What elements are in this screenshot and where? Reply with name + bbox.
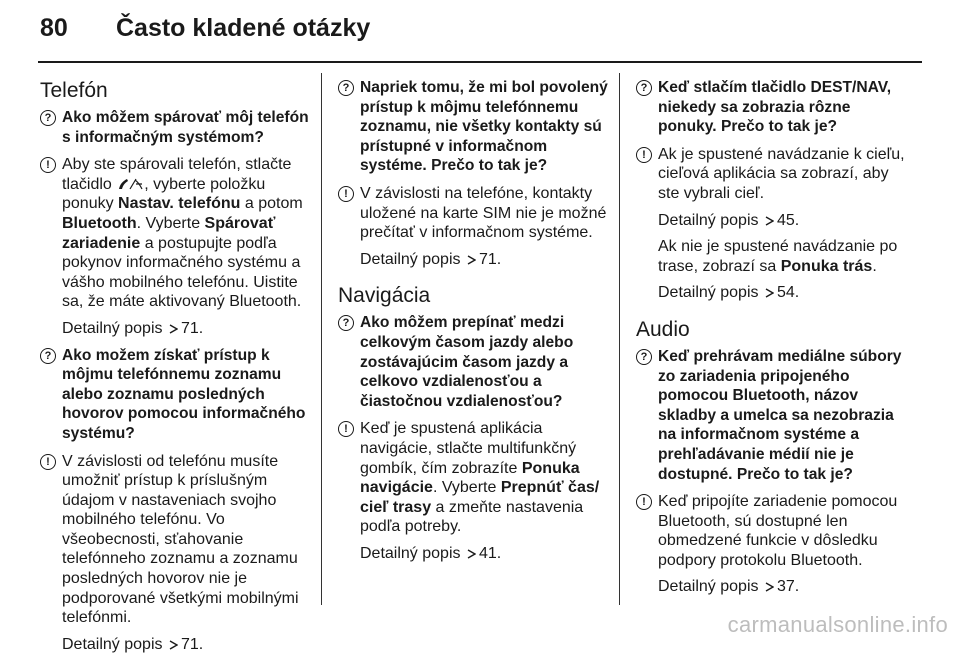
column-1 [40, 78, 310, 661]
answer [636, 145, 910, 204]
menu-item-label: Bluetooth [62, 214, 137, 232]
detail-text: Detailný popis [658, 284, 759, 302]
detail-reference [40, 319, 310, 339]
column-2 [338, 78, 610, 570]
question-text: Ako možem získať prístup k môjmu telefónnemu zoznamu alebo zoznamu posledných hovorov pomocou informačného systému? [62, 346, 306, 442]
detail-reference [636, 577, 910, 597]
exclamation-circle-icon: ! [40, 454, 56, 470]
reference-arrow-icon [169, 324, 178, 334]
question [338, 78, 610, 176]
answer-text: a zmeňte nastavenia podľa potreby. [360, 498, 584, 536]
answer-text: Ak nie je spustené navádzanie po trase, zobrazí sa [658, 238, 898, 275]
question-circle-icon: ? [40, 110, 56, 126]
answer-text: Keď pripojíte zariadenie pomocou Bluetooth, sú dostupné len obmedzené funkcie v dôsledku podpory protokolu Bluetooth. [658, 493, 898, 569]
detail-page: 41. [478, 544, 502, 562]
detail-page: 45. [776, 211, 800, 229]
answer-text: . Vyberte [136, 214, 205, 232]
column-3 [636, 78, 910, 604]
detail-reference [40, 635, 310, 655]
menu-item-label: Spárovať zariadenie [62, 214, 276, 252]
answer [338, 184, 610, 243]
detail-reference [636, 211, 910, 231]
question-circle-icon: ? [338, 315, 354, 331]
reference-arrow-icon [765, 582, 774, 592]
detail-text: Detailný popis [62, 635, 163, 653]
answer-text: a potom [240, 195, 303, 213]
question [338, 313, 610, 411]
question-circle-icon: ? [636, 80, 652, 96]
reference-arrow-icon [765, 216, 774, 226]
detail-text: Detailný popis [658, 211, 759, 229]
question-circle-icon: ? [40, 348, 56, 364]
detail-page: 54. [776, 284, 800, 302]
exclamation-circle-icon: ! [636, 494, 652, 510]
answer-text: , vyberte položku ponuky [62, 175, 266, 213]
detail-reference [338, 544, 610, 564]
question [636, 347, 910, 484]
detail-text: Detailný popis [658, 578, 759, 596]
answer-text: V závislosti na telefóne, kontakty uložené na karte SIM nie je možné prečítať v informačnom systéme. [360, 184, 607, 242]
answer-text: a postupujte podľa pokynov informačného systému a vášho mobilného telefónu. Uistite sa, že máte aktivovaný Bluetooth. [62, 234, 302, 311]
reference-arrow-icon [169, 640, 178, 650]
question [40, 108, 310, 147]
detail-reference [636, 283, 910, 303]
menu-item-label: Nastav. telefónu [118, 195, 241, 213]
detail-page: 71. [180, 635, 204, 653]
answer-text: Aby ste spárovali telefón, stlačte tlačidlo [62, 156, 292, 193]
answer [40, 155, 310, 312]
column-divider-2 [619, 73, 620, 605]
exclamation-circle-icon: ! [338, 421, 354, 437]
menu-item-label: Ponuka navigácie [360, 459, 580, 497]
answer-continued [636, 237, 910, 276]
section-heading-navigacia: Navigácia [338, 284, 431, 308]
question-circle-icon: ? [636, 349, 652, 365]
question-text: Ako môžem prepínať medzi celkovým časom jazdy alebo zostávajúcim časom jazdy a celkovo vzdialenosťou a čiastočnou vzdialenosťou? [360, 314, 574, 410]
menu-item-label: Ponuka trás [780, 257, 873, 275]
page-title: Často kladené otázky [116, 14, 371, 42]
question-circle-icon: ? [338, 80, 354, 96]
answer-text: Keď je spustená aplikácia navigácie, stlačte multifunkčný gombík, čím zobrazíte [360, 420, 577, 477]
answer-text: . [872, 257, 877, 275]
question [636, 78, 910, 137]
phone-button-icon [116, 177, 144, 191]
page-number: 80 [40, 14, 68, 42]
answer-text: Ak je spustené navádzanie k cieľu, cieľová aplikácia sa zobrazí, aby ste vybrali cieľ. [658, 145, 905, 202]
detail-page: 71. [478, 250, 502, 268]
question-text: Napriek tomu, že mi bol povolený prístup k môjmu telefónnemu zoznamu, nie všetky kontakty sú prístupné v informačnom systéme. Prečo to tak je? [360, 79, 608, 175]
detail-reference [338, 250, 610, 270]
detail-text: Detailný popis [360, 250, 461, 268]
reference-arrow-icon [467, 255, 476, 265]
answer [636, 492, 910, 570]
question-text: Keď prehrávam mediálne súbory zo zariadenia pripojeného pomocou Bluetooth, názov skladby a umelca sa nezobrazia na informačnom systéme a prehľadávanie médií nie je dostupné. Prečo to tak je? [658, 347, 902, 483]
column-divider-1 [321, 73, 322, 605]
reference-arrow-icon [467, 549, 476, 559]
detail-page: 71. [180, 319, 204, 337]
answer [338, 419, 610, 537]
answer [40, 452, 310, 628]
section-heading-audio: Audio [636, 317, 690, 341]
exclamation-circle-icon: ! [338, 186, 354, 202]
exclamation-circle-icon: ! [40, 157, 56, 173]
answer-text: V závislosti od telefónu musíte umožniť prístup k príslušným údajom v nastaveniach svojho mobilného telefónu. Vo všeobecnosti, sťahovanie telefónneho zoznamu a zoznamu posledných hovorov nie je podporované všetkými mobilnými telefónmi. [62, 452, 299, 627]
question-text: Ako môžem spárovať môj telefón s informačným systémom? [62, 109, 309, 146]
exclamation-circle-icon: ! [636, 147, 652, 163]
detail-text: Detailný popis [360, 544, 461, 562]
answer-text: . Vyberte [432, 479, 501, 497]
question-text: Keď stlačím tlačidlo DEST/NAV, niekedy sa zobrazia rôzne ponuky. Prečo to tak je? [658, 79, 892, 136]
section-heading-telefon: Telefón [40, 79, 108, 102]
detail-text: Detailný popis [62, 319, 163, 337]
watermark: carmanualsonline.info [727, 612, 948, 637]
reference-arrow-icon [765, 288, 774, 298]
question [40, 346, 310, 444]
detail-page: 37. [776, 578, 800, 596]
header-rule [38, 61, 922, 63]
menu-item-label: Prepnúť čas/ cieľ trasy [360, 479, 600, 516]
